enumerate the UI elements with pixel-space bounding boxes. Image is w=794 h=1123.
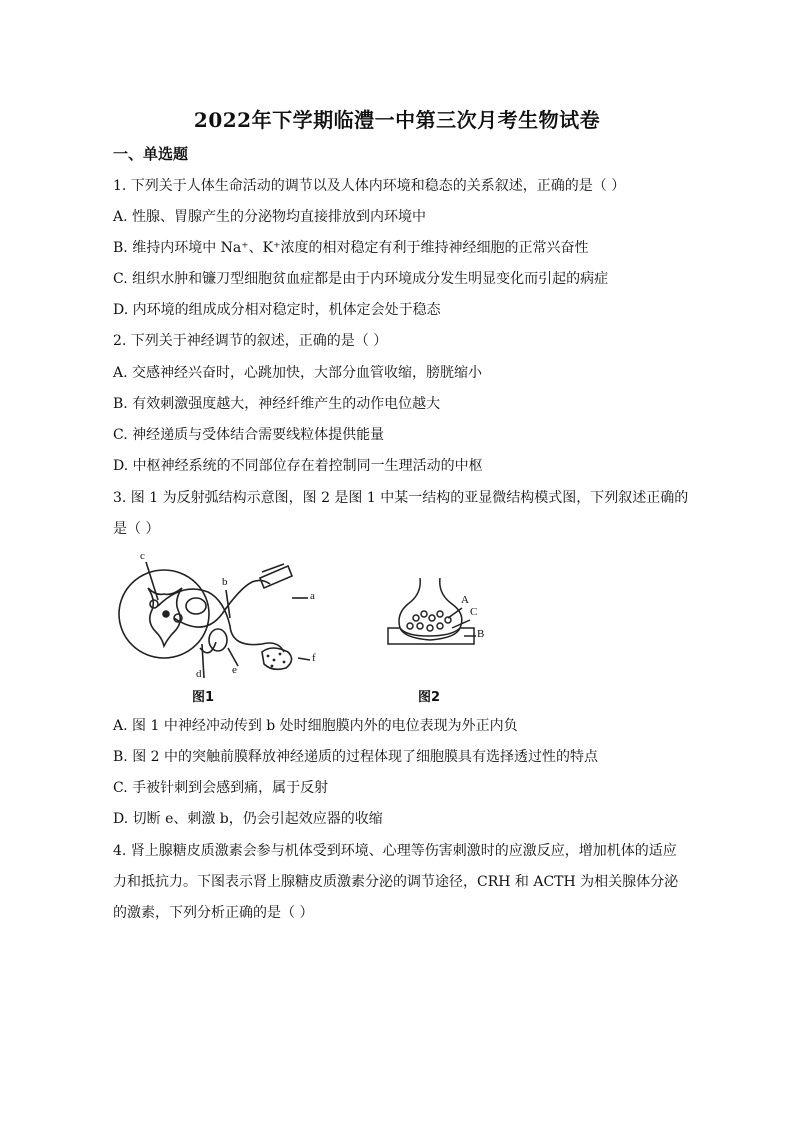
figure-1-reflex-arc — [112, 548, 332, 708]
question-1-option-d: D. 内环境的组成成分相对稳定时，机体定会处于稳态 — [113, 302, 441, 318]
question-1-option-b: B. 维持内环境中 Na⁺、K⁺浓度的相对稳定有利于维持神经细胞的正常兴奋性 — [113, 240, 589, 256]
figure-2-synapse — [382, 578, 512, 706]
question-3-option-b: B. 图 2 中的突触前膜释放神经递质的过程体现了细胞膜具有选择透过性的特点 — [113, 749, 598, 765]
synapse-drawing — [382, 578, 512, 678]
question-3-stem-line1: 3. 图 1 为反射弧结构示意图，图 2 是图 1 中某一结构的亚显微结构模式图，下列叙述正确的 — [113, 490, 689, 506]
figure-2-label-C: C — [470, 606, 478, 618]
figure-1-label-c: c — [140, 550, 145, 562]
section-heading: 一、单选题 — [113, 145, 189, 163]
question-1-option-c: C. 组织水肿和镰刀型细胞贫血症都是由于内环境成分发生明显变化而引起的病症 — [113, 271, 609, 287]
question-1-option-a: A. 性腺、胃腺产生的分泌物均直接排放到内环境中 — [113, 209, 427, 225]
figure-1-label-e: e — [232, 664, 237, 676]
figure-2-label-A: A — [461, 594, 469, 606]
figure-1-label-a: a — [310, 590, 315, 602]
figure-1-caption: 图1 — [192, 690, 215, 705]
question-4-stem: 4. 肾上腺糖皮质激素会参与机体受到环境、心理等伤害刺激时的应激反应，增加机体的适应力和抵抗力。下图表示肾上腺糖皮质激素分泌的调节途径，CRH 和 ACTH 为相关腺体分泌的激素，下列分析正确的是（ ） — [113, 843, 679, 921]
question-3-option-c: C. 手被针刺到会感到痛，属于反射 — [113, 780, 329, 796]
page-title: 2022年下学期临澧一中第三次月考生物试卷 — [193, 108, 601, 132]
figure-1-label-f: f — [312, 652, 316, 664]
question-2-option-d: D. 中枢神经系统的不同部位存在着控制同一生理活动的中枢 — [113, 458, 483, 474]
figure-1-label-d: d — [196, 668, 202, 680]
question-2-option-b: B. 有效刺激强度越大，神经纤维产生的动作电位越大 — [113, 396, 441, 412]
figure-1-label-b: b — [222, 576, 228, 588]
question-2-option-c: C. 神经递质与受体结合需要线粒体提供能量 — [113, 427, 385, 443]
question-1-stem: 1. 下列关于人体生命活动的调节以及人体内环境和稳态的关系叙述，正确的是（ ） — [113, 178, 626, 194]
question-3-stem-line2: 是（ ） — [113, 521, 160, 537]
figure-2-label-B: B — [477, 628, 485, 640]
figure-2-caption: 图2 — [418, 690, 441, 705]
question-3-option-d: D. 切断 e、刺激 b，仍会引起效应器的收缩 — [113, 811, 383, 827]
question-3-option-a: A. 图 1 中神经冲动传到 b 处时细胞膜内外的电位表现为外正内负 — [113, 718, 518, 734]
reflex-arc-drawing — [112, 548, 332, 708]
question-2-stem: 2. 下列关于神经调节的叙述，正确的是（ ） — [113, 333, 388, 349]
question-2-option-a: A. 交感神经兴奋时，心跳加快，大部分血管收缩，膀胱缩小 — [113, 365, 483, 381]
